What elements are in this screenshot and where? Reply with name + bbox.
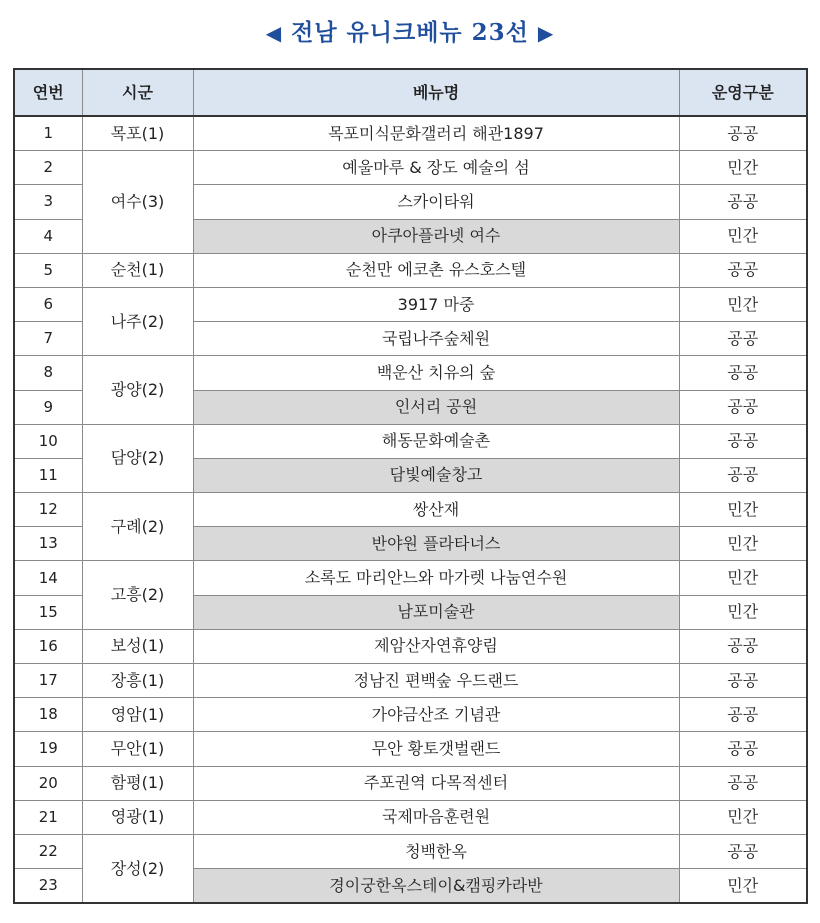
row-region: 영광(1) — [82, 800, 193, 834]
row-type: 민간 — [679, 287, 807, 321]
row-no: 6 — [14, 287, 82, 321]
header-venue: 베뉴명 — [193, 69, 679, 116]
row-no: 8 — [14, 356, 82, 390]
row-no: 5 — [14, 253, 82, 287]
row-no: 15 — [14, 595, 82, 629]
row-type: 공공 — [679, 732, 807, 766]
table-row — [14, 698, 807, 732]
row-type: 공공 — [679, 766, 807, 800]
row-no: 18 — [14, 698, 82, 732]
header-region: 시군 — [82, 69, 193, 116]
table-row — [14, 493, 807, 527]
row-venue: 해동문화예술촌 — [193, 424, 679, 458]
row-region: 장성(2) — [82, 834, 193, 903]
row-no: 16 — [14, 629, 82, 663]
row-type: 공공 — [679, 629, 807, 663]
row-type: 공공 — [679, 116, 807, 151]
row-type: 민간 — [679, 595, 807, 629]
table-row — [14, 664, 807, 698]
row-no: 21 — [14, 800, 82, 834]
table-row — [14, 732, 807, 766]
row-no: 1 — [14, 116, 82, 151]
table-row — [14, 287, 807, 321]
row-venue: 예울마루 & 장도 예술의 섬 — [193, 151, 679, 185]
header-no: 연번 — [14, 69, 82, 116]
row-type: 민간 — [679, 219, 807, 253]
row-venue: 주포권역 다목적센터 — [193, 766, 679, 800]
row-venue: 무안 황토갯벌랜드 — [193, 732, 679, 766]
row-no: 9 — [14, 390, 82, 424]
row-venue: 아쿠아플라넷 여수 — [193, 219, 679, 253]
row-venue: 국제마음훈련원 — [193, 800, 679, 834]
row-venue: 소록도 마리안느와 마가렛 나눔연수원 — [193, 561, 679, 595]
table-row — [14, 629, 807, 663]
row-type: 민간 — [679, 527, 807, 561]
row-region: 담양(2) — [82, 424, 193, 492]
row-venue: 인서리 공원 — [193, 390, 679, 424]
row-no: 23 — [14, 869, 82, 904]
table-row — [14, 561, 807, 595]
row-type: 공공 — [679, 424, 807, 458]
table-row — [14, 766, 807, 800]
row-no: 13 — [14, 527, 82, 561]
row-venue: 3917 마중 — [193, 287, 679, 321]
table-row — [14, 356, 807, 390]
row-region: 고흥(2) — [82, 561, 193, 629]
row-region: 보성(1) — [82, 629, 193, 663]
row-region: 구례(2) — [82, 493, 193, 561]
row-region: 순천(1) — [82, 253, 193, 287]
table-row — [14, 800, 807, 834]
row-type: 민간 — [679, 561, 807, 595]
header-type: 운영구분 — [679, 69, 807, 116]
row-no: 19 — [14, 732, 82, 766]
venue-table — [13, 68, 808, 904]
row-venue: 목포미식문화갤러리 해관1897 — [193, 116, 679, 151]
right-triangle-icon: ▶ — [537, 21, 555, 45]
row-type: 민간 — [679, 493, 807, 527]
row-no: 22 — [14, 834, 82, 868]
row-region: 여수(3) — [82, 151, 193, 254]
page-title — [0, 14, 820, 47]
table-row — [14, 116, 807, 151]
row-type: 민간 — [679, 151, 807, 185]
row-venue: 정남진 편백숲 우드랜드 — [193, 664, 679, 698]
row-type: 민간 — [679, 800, 807, 834]
row-type: 민간 — [679, 869, 807, 904]
row-no: 2 — [14, 151, 82, 185]
row-no: 11 — [14, 458, 82, 492]
row-venue: 백운산 치유의 숲 — [193, 356, 679, 390]
table-row — [14, 151, 807, 185]
row-type: 공공 — [679, 356, 807, 390]
row-type: 공공 — [679, 664, 807, 698]
row-no: 12 — [14, 493, 82, 527]
row-type: 공공 — [679, 253, 807, 287]
row-no: 4 — [14, 219, 82, 253]
row-type: 공공 — [679, 834, 807, 868]
row-venue: 담빛예술창고 — [193, 458, 679, 492]
row-region: 나주(2) — [82, 287, 193, 355]
row-no: 10 — [14, 424, 82, 458]
row-venue: 스카이타워 — [193, 185, 679, 219]
table-row — [14, 424, 807, 458]
row-venue: 경이궁한옥스테이&캠핑카라반 — [193, 869, 679, 904]
row-region: 장흥(1) — [82, 664, 193, 698]
row-region: 함평(1) — [82, 766, 193, 800]
row-venue: 가야금산조 기념관 — [193, 698, 679, 732]
row-region: 무안(1) — [82, 732, 193, 766]
row-no: 20 — [14, 766, 82, 800]
row-venue: 국립나주숲체원 — [193, 322, 679, 356]
row-venue: 제암산자연휴양림 — [193, 629, 679, 663]
row-type: 공공 — [679, 185, 807, 219]
row-no: 7 — [14, 322, 82, 356]
left-triangle-icon: ◀ — [265, 21, 283, 45]
row-region: 광양(2) — [82, 356, 193, 424]
row-type: 공공 — [679, 322, 807, 356]
row-no: 14 — [14, 561, 82, 595]
table-row — [14, 253, 807, 287]
title-text: 전남 유니크베뉴 23선 — [291, 19, 529, 46]
row-venue: 반야원 플라타너스 — [193, 527, 679, 561]
row-venue: 쌍산재 — [193, 493, 679, 527]
row-region: 목포(1) — [82, 116, 193, 151]
table-row — [14, 834, 807, 868]
row-type: 공공 — [679, 390, 807, 424]
row-type: 공공 — [679, 698, 807, 732]
row-venue: 청백한옥 — [193, 834, 679, 868]
row-region: 영암(1) — [82, 698, 193, 732]
row-venue: 남포미술관 — [193, 595, 679, 629]
header-row — [14, 69, 807, 116]
row-no: 17 — [14, 664, 82, 698]
row-no: 3 — [14, 185, 82, 219]
row-type: 공공 — [679, 458, 807, 492]
row-venue: 순천만 에코촌 유스호스텔 — [193, 253, 679, 287]
